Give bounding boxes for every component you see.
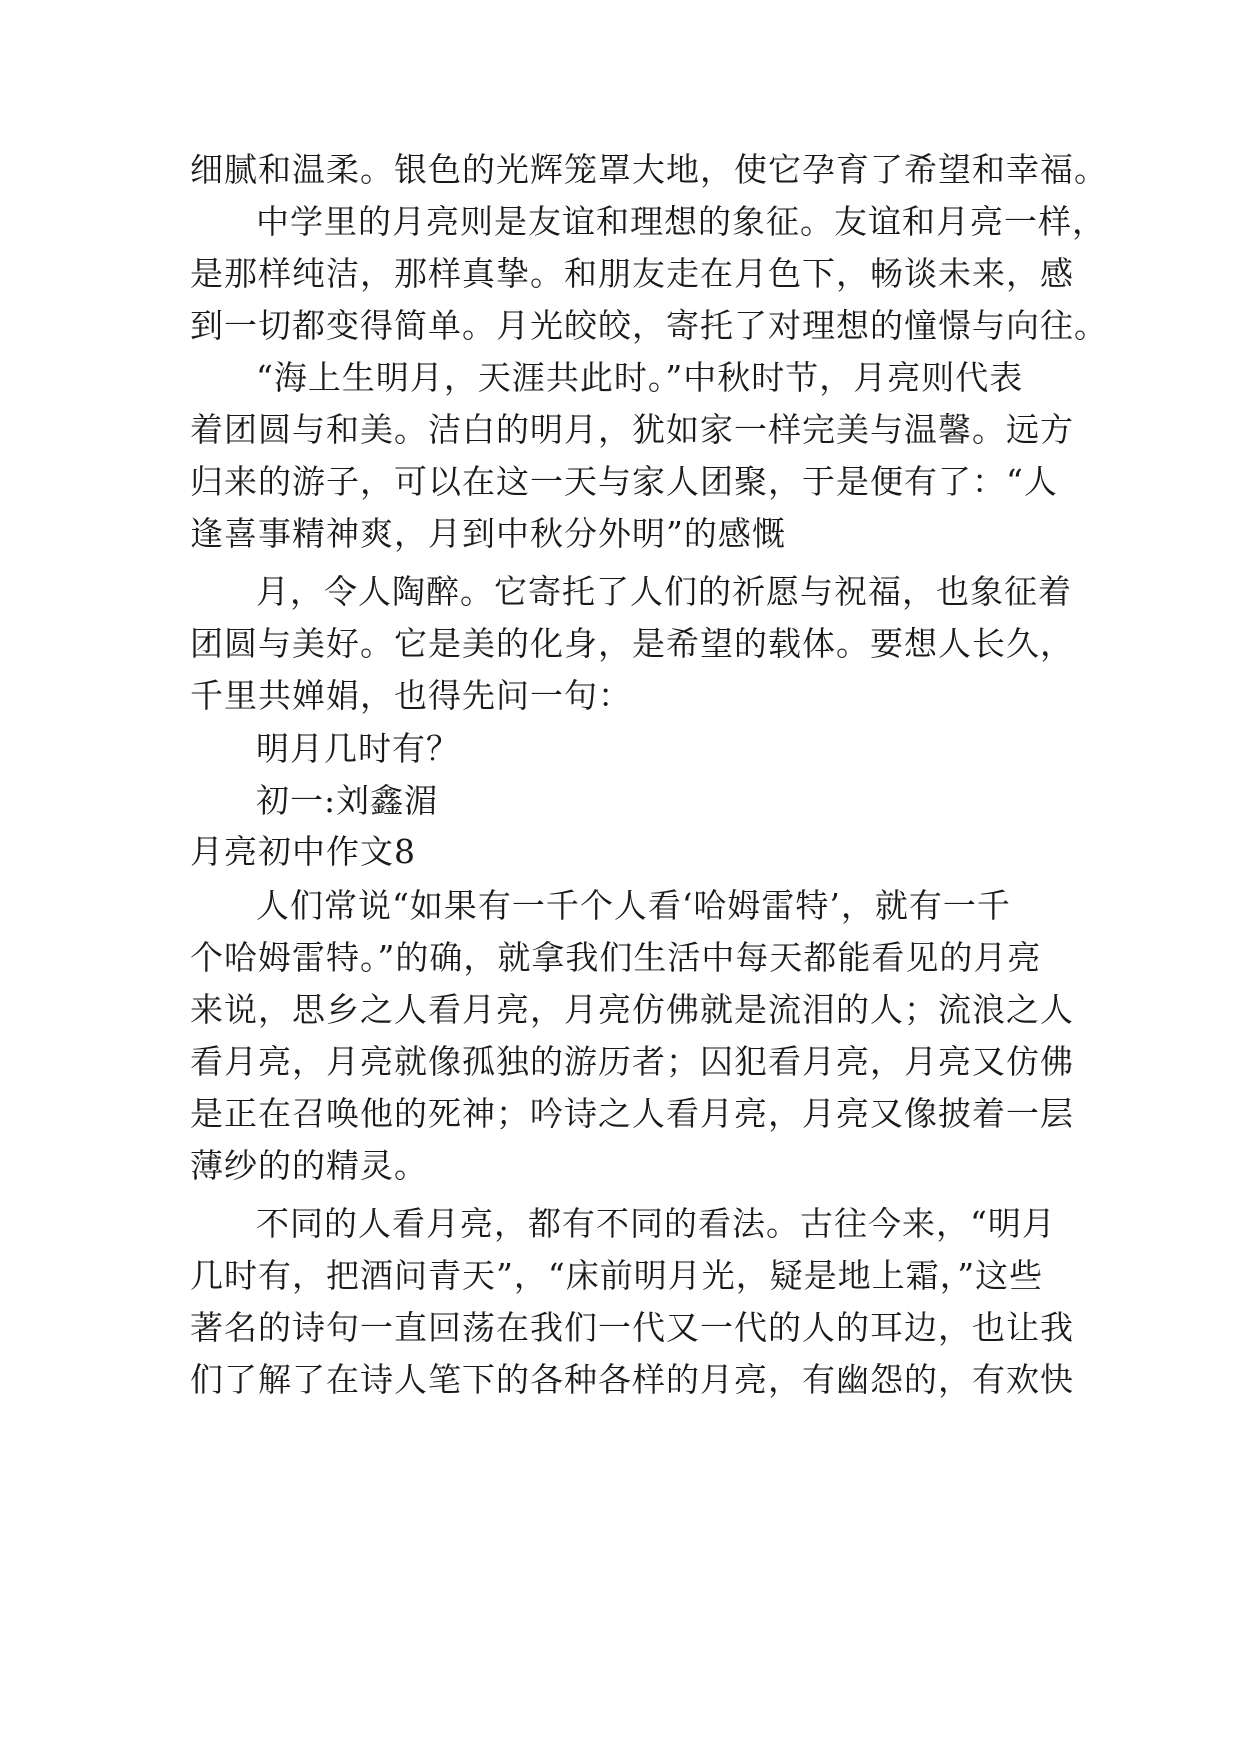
text-line: 明月几时有？ xyxy=(256,729,460,768)
text-line: 千里共婵娟，也得先问一句： xyxy=(190,676,632,715)
text-line: 月，令人陶醉。它寄托了人们的祈愿与祝福，也象征着 xyxy=(256,572,1072,611)
text-line: 人们常说“如果有一千个人看‘哈姆雷特’，就有一千 xyxy=(256,886,1011,925)
text-line: 来说，思乡之人看月亮，月亮仿佛就是流泪的人；流浪之人 xyxy=(190,990,1074,1029)
text-line: 看月亮，月亮就像孤独的游历者；囚犯看月亮，月亮又仿佛 xyxy=(190,1042,1074,1081)
text-line: 逢喜事精神爽，月到中秋分外明”的感慨 xyxy=(190,514,786,553)
text-line: 薄纱的的精灵。 xyxy=(190,1146,428,1185)
author-line: 初一:刘鑫湄 xyxy=(256,781,439,820)
text-line: 是正在召唤他的死神；吟诗之人看月亮，月亮又像披着一层 xyxy=(190,1094,1074,1133)
text-line: “海上生明月，天涯共此时。”中秋时节，月亮则代表 xyxy=(256,358,1024,397)
text-line: 到一切都变得简单。月光皎皎，寄托了对理想的憧憬与向往。 xyxy=(190,306,1108,345)
text-line: 们了解了在诗人笔下的各种各样的月亮，有幽怨的，有欢快 xyxy=(190,1360,1074,1399)
text-line: 归来的游子，可以在这一天与家人团聚，于是便有了：“人 xyxy=(190,462,1058,501)
text-line: 是那样纯洁，那样真挚。和朋友走在月色下，畅谈未来，感 xyxy=(190,254,1074,293)
text-line: 着团圆与和美。洁白的明月，犹如家一样完美与温馨。远方 xyxy=(190,410,1074,449)
section-heading: 月亮初中作文8 xyxy=(190,832,416,871)
text-line: 不同的人看月亮，都有不同的看法。古往今来，“明月 xyxy=(256,1204,1056,1243)
text-line: 几时有，把酒问青天”，“床前明月光，疑是地上霜，”这些 xyxy=(190,1256,1044,1295)
text-line: 著名的诗句一直回荡在我们一代又一代的人的耳边，也让我 xyxy=(190,1308,1074,1347)
text-line: 团圆与美好。它是美的化身，是希望的载体。要想人长久， xyxy=(190,624,1074,663)
text-line: 中学里的月亮则是友谊和理想的象征。友谊和月亮一样， xyxy=(256,202,1106,241)
text-line: 细腻和温柔。银色的光辉笼罩大地，使它孕育了希望和幸福。 xyxy=(190,150,1108,189)
text-line: 个哈姆雷特。”的确，就拿我们生活中每天都能看见的月亮 xyxy=(190,938,1042,977)
